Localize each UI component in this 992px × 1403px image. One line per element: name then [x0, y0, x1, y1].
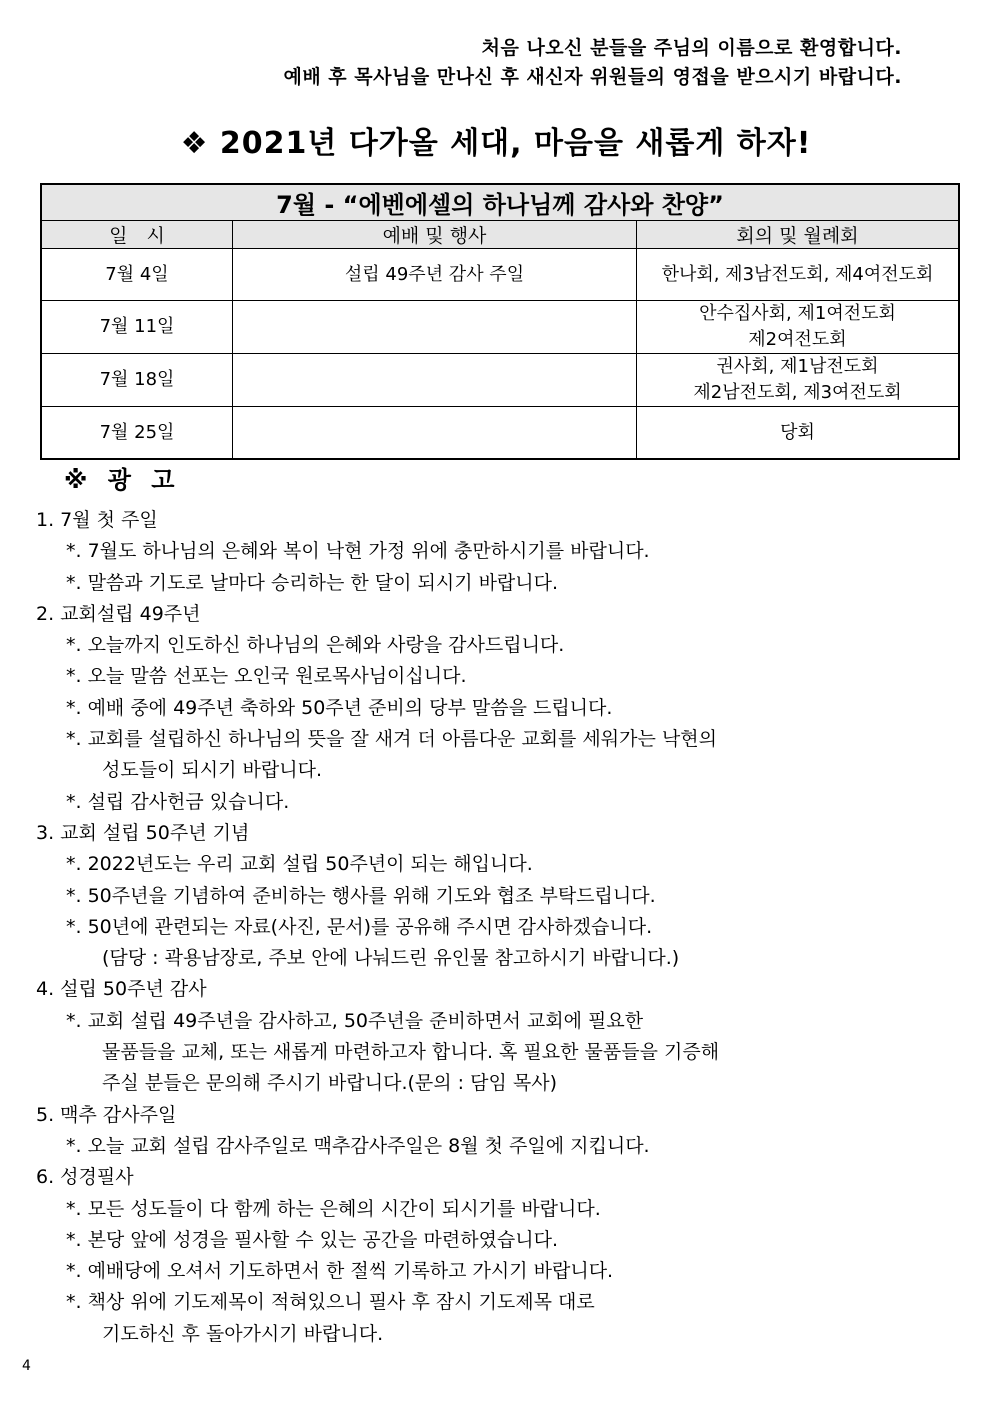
announcement-item: *. 모든 성도들이 다 함께 하는 은혜의 시간이 되시기를 바랍니다. [66, 1197, 601, 1220]
announcement-heading: 1. 7월 첫 주일 [36, 509, 158, 531]
meetings-line: 안수집사회, 제1여전도회 [699, 303, 896, 324]
announcements-title: ※ 광 고 [64, 466, 181, 494]
meetings-line: 제2남전도회, 제3여전도회 [693, 382, 902, 403]
meetings-line: 당회 [780, 421, 815, 443]
column-header-meetings: 회의 및 월례회 [637, 221, 960, 249]
announcement-item-continuation: 기도하신 후 돌아가시기 바랍니다. [102, 1322, 384, 1345]
schedule-title-row [41, 184, 959, 221]
announcements-list [36, 505, 936, 1350]
announcement-item: *. 50주년을 기념하여 준비하는 행사를 위해 기도와 협조 부탁드립니다. [66, 884, 656, 907]
schedule-meetings [637, 301, 960, 354]
announcement-item: *. 교회를 설립하신 하나님의 뜻을 잘 새겨 더 아름다운 교회를 세워가는 낙현의 [66, 728, 717, 751]
announcement-heading: 4. 설립 50주년 감사 [36, 978, 207, 1001]
page-number: 4 [22, 1358, 31, 1374]
schedule-date: 7월 4일 [41, 249, 233, 301]
announcement-item-continuation: 주실 분들은 문의해 주시기 바랍니다.(문의 : 담임 목사) [102, 1072, 557, 1095]
schedule-header-row [41, 221, 959, 249]
schedule-date: 7월 25일 [41, 407, 233, 460]
meetings-line: 제2여전도회 [748, 329, 847, 350]
table-row [41, 249, 959, 301]
announcement-item: *. 7월도 하나님의 은혜와 복이 낙현 가정 위에 충만하시기를 바랍니다. [66, 540, 650, 563]
announcement-item: *. 예배당에 오셔서 기도하면서 한 절씩 기록하고 가시기 바랍니다. [66, 1260, 614, 1283]
announcement-item: *. 말씀과 기도로 날마다 승리하는 한 달이 되시기 바랍니다. [66, 571, 559, 594]
announcement-item: *. 예배 중에 49주년 축하와 50주년 준비의 당부 말씀을 드립니다. [66, 696, 613, 719]
welcome-line-2: 예배 후 목사님을 만나신 후 새신자 위원들의 영접을 받으시기 바랍니다. [283, 66, 902, 88]
announcement-heading: 6. 성경필사 [36, 1166, 134, 1189]
schedule-event [233, 354, 637, 407]
announcement-item-continuation: 물품들을 교체, 또는 새롭게 마련하고자 합니다. 혹 필요한 물품들을 기증해 [102, 1041, 720, 1064]
meetings-line: 한나회, 제3남전도회, 제4여전도회 [661, 263, 934, 285]
schedule-event [233, 407, 637, 460]
announcement-item: *. 책상 위에 기도제목이 적혀있으니 필사 후 잠시 기도제목 대로 [66, 1291, 595, 1314]
schedule-meetings [637, 407, 960, 460]
welcome-line-1: 처음 나오신 분들을 주님의 이름으로 환영합니다. [481, 37, 902, 59]
announcement-item: *. 오늘 교회 설립 감사주일로 맥추감사주일은 8월 첫 주일에 지킵니다. [66, 1134, 650, 1157]
announcement-item: *. 설립 감사헌금 있습니다. [66, 790, 290, 813]
announcement-item: *. 50년에 관련되는 자료(사진, 문서)를 공유해 주시면 감사하겠습니다. [66, 915, 653, 938]
column-header-date: 일 시 [41, 221, 233, 249]
schedule-date: 7월 11일 [41, 301, 233, 354]
announcement-item: *. 본당 앞에 성경을 필사할 수 있는 공간을 마련하였습니다. [66, 1228, 559, 1251]
schedule-date: 7월 18일 [41, 354, 233, 407]
table-row [41, 301, 959, 354]
announcement-item: *. 오늘까지 인도하신 하나님의 은혜와 사랑을 감사드립니다. [66, 634, 565, 657]
year-slogan: ❖ 2021년 다가올 세대, 마음을 새롭게 하자! [180, 126, 812, 161]
july-schedule-table [40, 183, 960, 460]
schedule-event: 설립 49주년 감사 주일 [233, 249, 637, 301]
announcement-heading: 2. 교회설립 49주년 [36, 602, 201, 625]
column-header-worship: 예배 및 행사 [233, 221, 637, 249]
schedule-meetings [637, 249, 960, 301]
meetings-line: 권사회, 제1남전도회 [716, 356, 879, 377]
announcement-heading: 3. 교회 설립 50주년 기념 [36, 821, 250, 844]
announcement-item: *. 교회 설립 49주년을 감사하고, 50주년을 준비하면서 교회에 필요한 [66, 1009, 644, 1032]
announcement-heading: 5. 맥추 감사주일 [36, 1103, 177, 1126]
announcement-item: *. 2022년도는 우리 교회 설립 50주년이 되는 해입니다. [66, 853, 533, 876]
announcement-item-continuation: (담당 : 곽용남장로, 주보 안에 나눠드린 유인물 참고하시기 바랍니다.) [102, 947, 680, 970]
table-row [41, 407, 959, 460]
announcement-item-continuation: 성도들이 되시기 바랍니다. [102, 759, 323, 782]
table-row [41, 354, 959, 407]
welcome-message [283, 34, 902, 92]
announcement-item: *. 오늘 말씀 선포는 오인국 원로목사님이십니다. [66, 665, 467, 688]
schedule-event [233, 301, 637, 354]
schedule-meetings [637, 354, 960, 407]
schedule-month-title: 7월 - “에벤에셀의 하나님께 감사와 찬양” [41, 184, 959, 221]
